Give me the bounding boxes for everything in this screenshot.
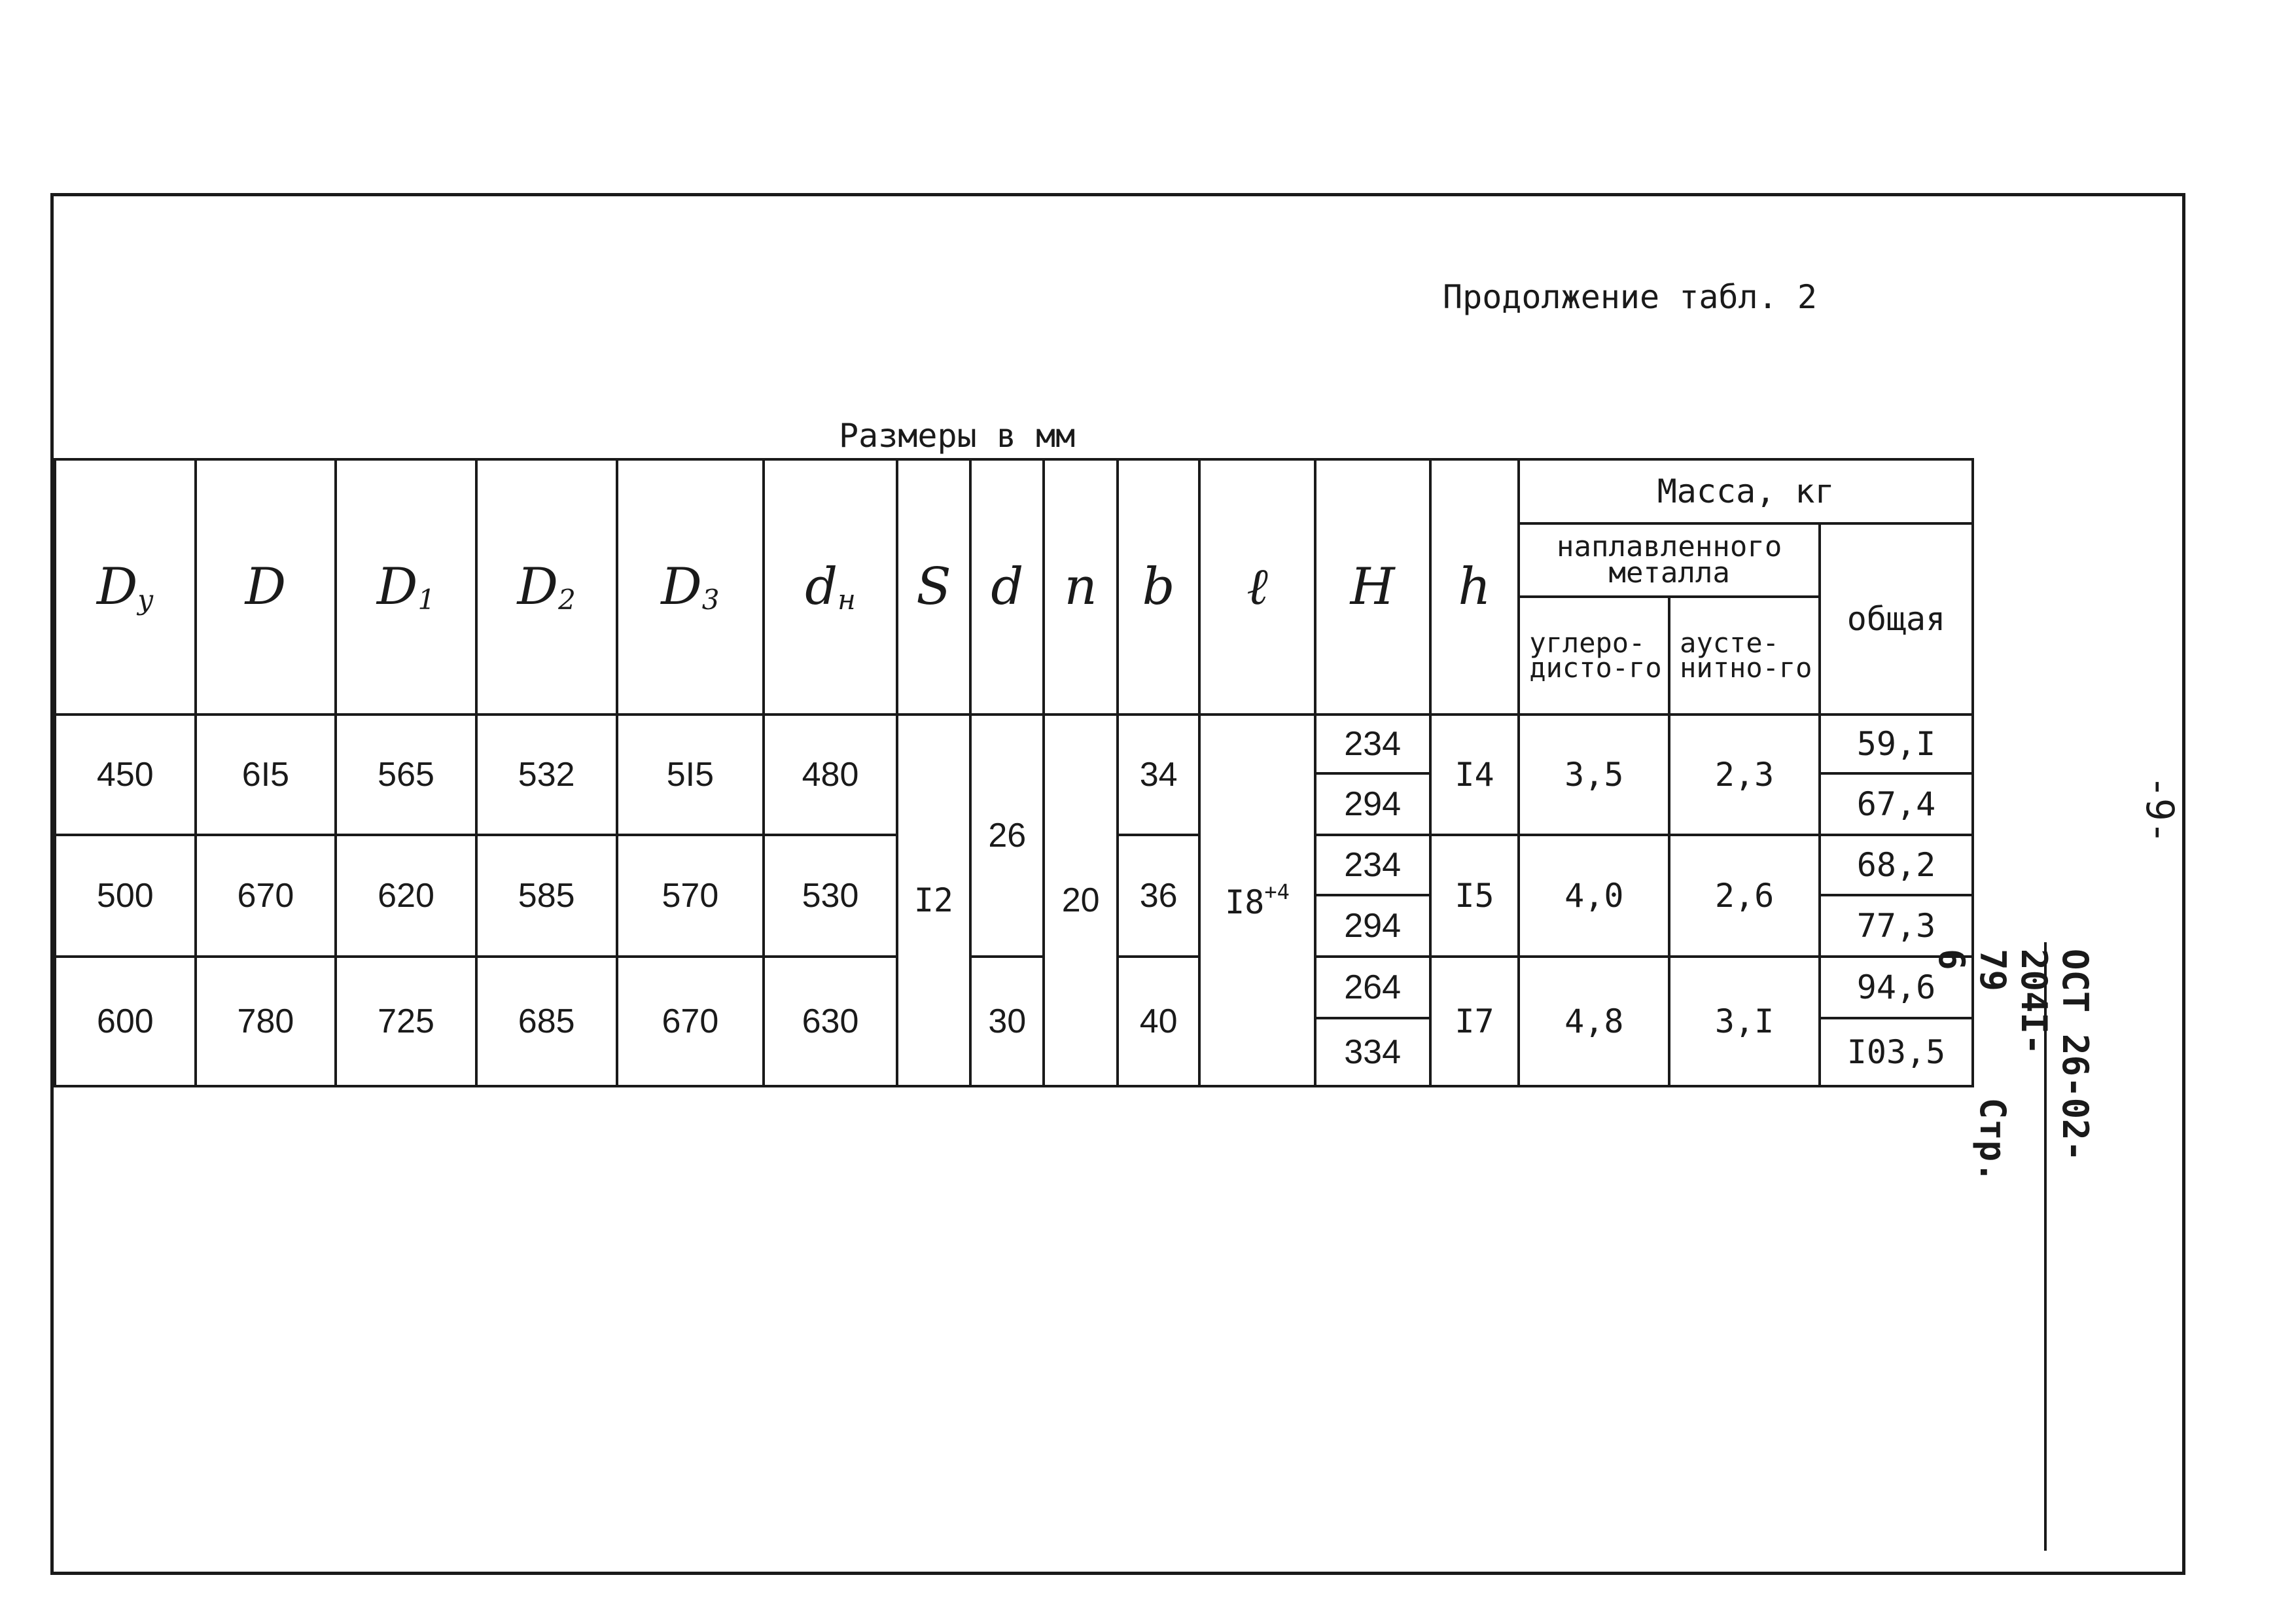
cell-h-height: 234: [1315, 835, 1430, 895]
cell-d3: 570: [617, 835, 764, 957]
units-label: Размеры в мм: [839, 417, 1076, 455]
cell-h-height: 234: [1315, 715, 1430, 773]
cell-d-hole-top: 26: [970, 715, 1044, 957]
cell-d2: 585: [476, 835, 617, 957]
cell-h-small: I5: [1430, 835, 1519, 957]
continuation-label: Продолжение табл. 2: [1443, 278, 1817, 316]
cell-d-outer: 6I5: [196, 715, 336, 835]
col-header-d3: $D_3$: [617, 459, 764, 715]
cell-d2: 685: [476, 957, 617, 1086]
col-header-n: n: [1044, 459, 1117, 715]
cell-h-height: 294: [1315, 895, 1430, 957]
col-header-carbon: углеро-дисто-го: [1519, 597, 1669, 715]
col-header-austenitic: аусте-нитно-го: [1669, 597, 1820, 715]
cell-mass-total: 59,I: [1820, 715, 1973, 773]
cell-d3: 670: [617, 957, 764, 1086]
col-header-h-small: h: [1430, 459, 1519, 715]
cell-d-outer: 670: [196, 835, 336, 957]
cell-d2: 532: [476, 715, 617, 835]
cell-d1: 565: [336, 715, 476, 835]
cell-b: 34: [1118, 715, 1200, 835]
col-header-s: S: [897, 459, 970, 715]
cell-dy: 500: [55, 835, 196, 957]
col-header-l: ℓ: [1199, 459, 1315, 715]
cell-h-height: 294: [1315, 773, 1430, 835]
col-header-deposited: наплавленного металла: [1519, 523, 1820, 597]
cell-dy: 600: [55, 957, 196, 1086]
cell-n-merged: 20: [1044, 715, 1117, 1086]
cell-d1: 725: [336, 957, 476, 1086]
col-header-d1: $D_1$: [336, 459, 476, 715]
page-number-mark: -9-: [2138, 775, 2182, 844]
col-header-dn: $d_н$: [764, 459, 896, 715]
cell-h-height: 334: [1315, 1018, 1430, 1086]
cell-mass-austenitic: 3,I: [1669, 957, 1820, 1086]
col-header-d-hole: d: [970, 459, 1044, 715]
cell-s-merged: I2: [897, 715, 970, 1086]
cell-mass-total: 67,4: [1820, 773, 1973, 835]
col-header-b: b: [1118, 459, 1200, 715]
dimensions-table: [54, 458, 1974, 1087]
cell-b: 40: [1118, 957, 1200, 1086]
col-header-dy: $D_у$: [55, 459, 196, 715]
col-header-total: общая: [1820, 523, 1973, 715]
cell-l-merged: $I8^{+4}$: [1199, 715, 1315, 1086]
cell-mass-austenitic: 2,3: [1669, 715, 1820, 835]
cell-h-height: 264: [1315, 957, 1430, 1018]
cell-d3: 5I5: [617, 715, 764, 835]
cell-mass-carbon: 4,8: [1519, 957, 1669, 1086]
cell-mass-total: 68,2: [1820, 835, 1973, 895]
cell-d-hole-bottom: 30: [970, 957, 1044, 1086]
cell-h-small: I4: [1430, 715, 1519, 835]
cell-dn: 530: [764, 835, 896, 957]
cell-dn: 630: [764, 957, 896, 1086]
col-header-mass: Масса, кг: [1519, 459, 1973, 523]
cell-d1: 620: [336, 835, 476, 957]
cell-dn: 480: [764, 715, 896, 835]
cell-mass-total: 77,3: [1820, 895, 1973, 957]
page-label: Стр. 6: [1931, 949, 2013, 1183]
cell-mass-total: 94,6: [1820, 957, 1973, 1018]
cell-mass-total: I03,5: [1820, 1018, 1973, 1086]
cell-d-outer: 780: [196, 957, 336, 1086]
cell-mass-austenitic: 2,6: [1669, 835, 1820, 957]
col-header-d-outer: D: [196, 459, 336, 715]
document-code: ОСТ 26-02-204I-79 Стр. 6: [1931, 949, 2096, 1183]
cell-h-small: I7: [1430, 957, 1519, 1086]
cell-mass-carbon: 4,0: [1519, 835, 1669, 957]
cell-mass-carbon: 3,5: [1519, 715, 1669, 835]
col-header-h-height: H: [1315, 459, 1430, 715]
cell-dy: 450: [55, 715, 196, 835]
cell-b: 36: [1118, 835, 1200, 957]
col-header-d2: $D_2$: [476, 459, 617, 715]
